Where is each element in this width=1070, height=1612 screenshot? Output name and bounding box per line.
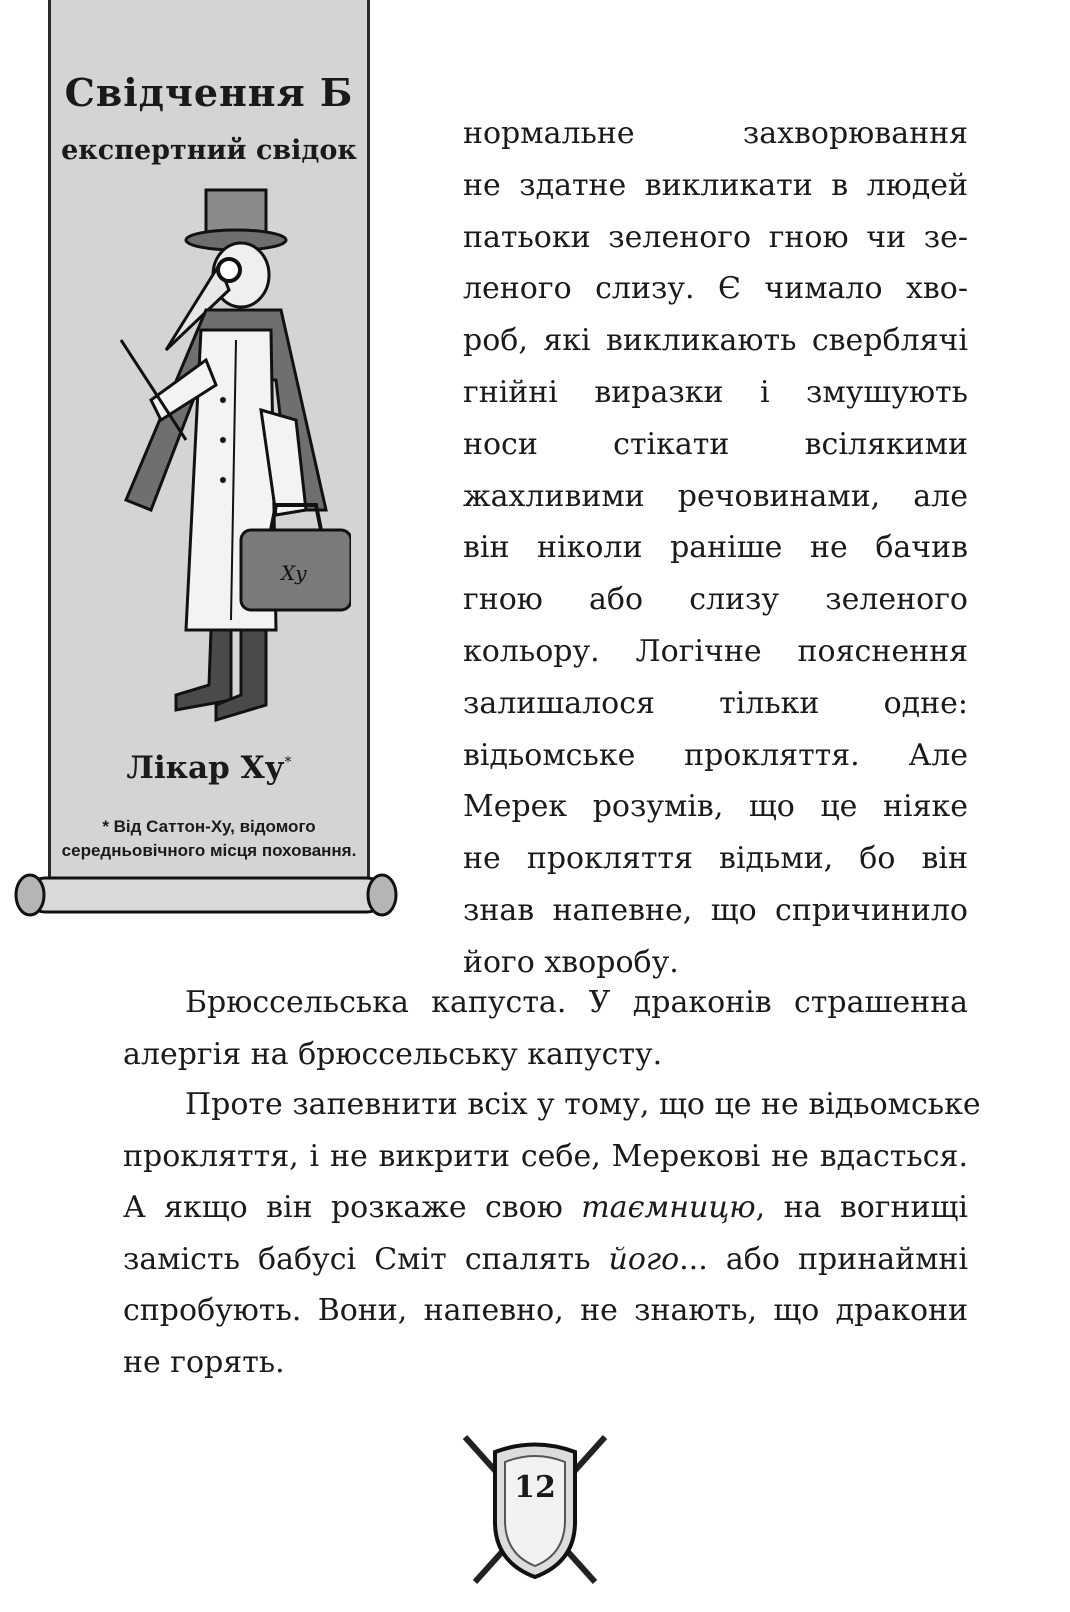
paragraph-1 [123, 977, 968, 1080]
text-line [123, 1234, 968, 1286]
footnote-mark: * [284, 754, 292, 771]
page-number-emblem [460, 1432, 610, 1602]
doctor-name-text: Лікар Ху [126, 750, 285, 786]
text-line [123, 1182, 968, 1234]
paragraph-2 [123, 1079, 981, 1388]
exhibit-title: Свідчення Б [64, 70, 354, 115]
text-line: спробують. Вони, напевно, не знають, що дракони [123, 1293, 968, 1328]
text-line: залишалося тільки одне: [463, 685, 968, 721]
text-line: роб, які викликають сверблячі [463, 323, 968, 359]
text-line: алергія на брюссельську капусту. [123, 1036, 663, 1072]
text-line: відьомське прокляття. Але [463, 737, 968, 773]
text-line: нормальне захворювання [463, 116, 968, 151]
emphasis: його [608, 1241, 680, 1277]
text-fragment: А якщо він розкаже свою [123, 1190, 582, 1225]
text-fragment: , на вогнищі [755, 1190, 968, 1225]
text-line: носи стікати всілякими [463, 426, 968, 462]
plague-doctor-illustration [91, 180, 351, 740]
page-number: 12 [514, 1470, 556, 1505]
text-line: його хворобу. [463, 944, 679, 980]
text-fragment: замість бабусі Сміт спалять [123, 1241, 609, 1277]
text-line: Проте запевнити всіх у тому, що це не відьомське [185, 1087, 981, 1122]
text-line: він ніколи раніше не бачив [463, 530, 968, 566]
text-line: не здатне викликати в людей [463, 167, 968, 203]
text-line: прокляття, і не викрити себе, Мерекові не вдасться. [123, 1138, 968, 1174]
doctor-name [51, 750, 367, 786]
text-line: Брюссельська капуста. У драконів страшенна [185, 985, 968, 1020]
exhibit-subtitle: експертний свідок [61, 135, 357, 166]
text-line: гнійні виразки і змушують [463, 374, 968, 410]
column-text [463, 108, 968, 989]
text-line: знав напевне, що спричинило [463, 892, 968, 928]
text-line: леного слизу. Є чимало хво- [463, 271, 968, 307]
text-line: кольору. Логічне пояснення [463, 633, 968, 669]
text-line: не горять. [123, 1344, 285, 1380]
text-line: Мерек розумів, що це ніяке [463, 789, 968, 825]
emphasis: таємницю [581, 1190, 756, 1225]
footnote: * Від Саттон-Ху, відомого середньовічного місця поховання. [61, 817, 357, 860]
text-line: патьоки зеленого гною чи зе- [463, 219, 968, 255]
text-line: не прокляття відьми, бо він [463, 841, 968, 877]
text-fragment: ... або принаймні [679, 1241, 968, 1277]
text-line: гною або слизу зеленого [463, 582, 968, 618]
text-line: жахливими речовинами, але [463, 478, 968, 514]
scroll-roll [8, 870, 404, 920]
shield-swords-icon [460, 1432, 610, 1602]
bag-label: Ху [281, 561, 307, 585]
exhibit-scroll [48, 0, 370, 880]
